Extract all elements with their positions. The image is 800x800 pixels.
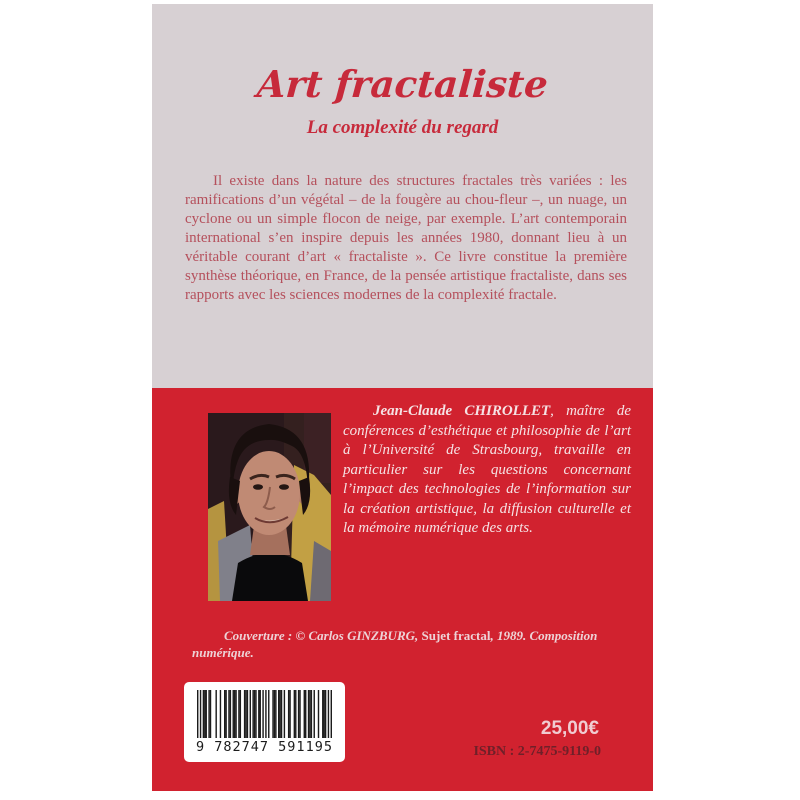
synopsis-paragraph: Il existe dans la nature des structures fractales très variées : les ramifications d’un végétal – de la fougère au chou-fleur –, un nuage, un cyclone ou un simple flocon de neige, par exemple. L’art contemporain international s’en inspire depuis les années 1980, donnant lieu à un véritable courant d’art « fractaliste ». Ce livre constitue la première synthèse théorique, en France, de la pensée artistique fractaliste, dans ses rapports avec les sciences modernes de la complexité fractale.: [185, 173, 627, 303]
book-subtitle: La complexité du regard: [306, 117, 499, 138]
book-back-cover: [152, 4, 653, 791]
isbn-label: ISBN : 2-7475-9119-0: [473, 744, 601, 759]
barcode-bars: [197, 690, 332, 738]
book-title: Art fractaliste: [255, 62, 550, 106]
author-name: Jean-Claude CHIROLLET: [373, 403, 551, 419]
author-bio-text: , maître de conférences d’esthétique et philosophie de l’art à l’Université de Strasbourg, travaille en particulier sur les questions concernant l’impact des technologies de l’information sur la création artistique, la diffusion culturelle et la mémoire numérique des arts.: [343, 403, 631, 536]
price-label: 25,00€: [540, 718, 599, 739]
credit-work-title: Sujet fractal: [421, 628, 491, 643]
credit-suffix: , 1989. Composition numérique.: [192, 628, 598, 660]
cover-credit: [192, 628, 624, 661]
author-bio: [343, 402, 631, 539]
barcode-number: 9 782747 591195: [196, 739, 333, 755]
author-portrait-photo: [208, 413, 331, 601]
credit-prefix: Couverture : © Carlos GINZBURG,: [224, 628, 422, 643]
barcode-label: [184, 682, 345, 762]
synopsis-section: [152, 4, 653, 388]
author-section: [152, 388, 653, 791]
